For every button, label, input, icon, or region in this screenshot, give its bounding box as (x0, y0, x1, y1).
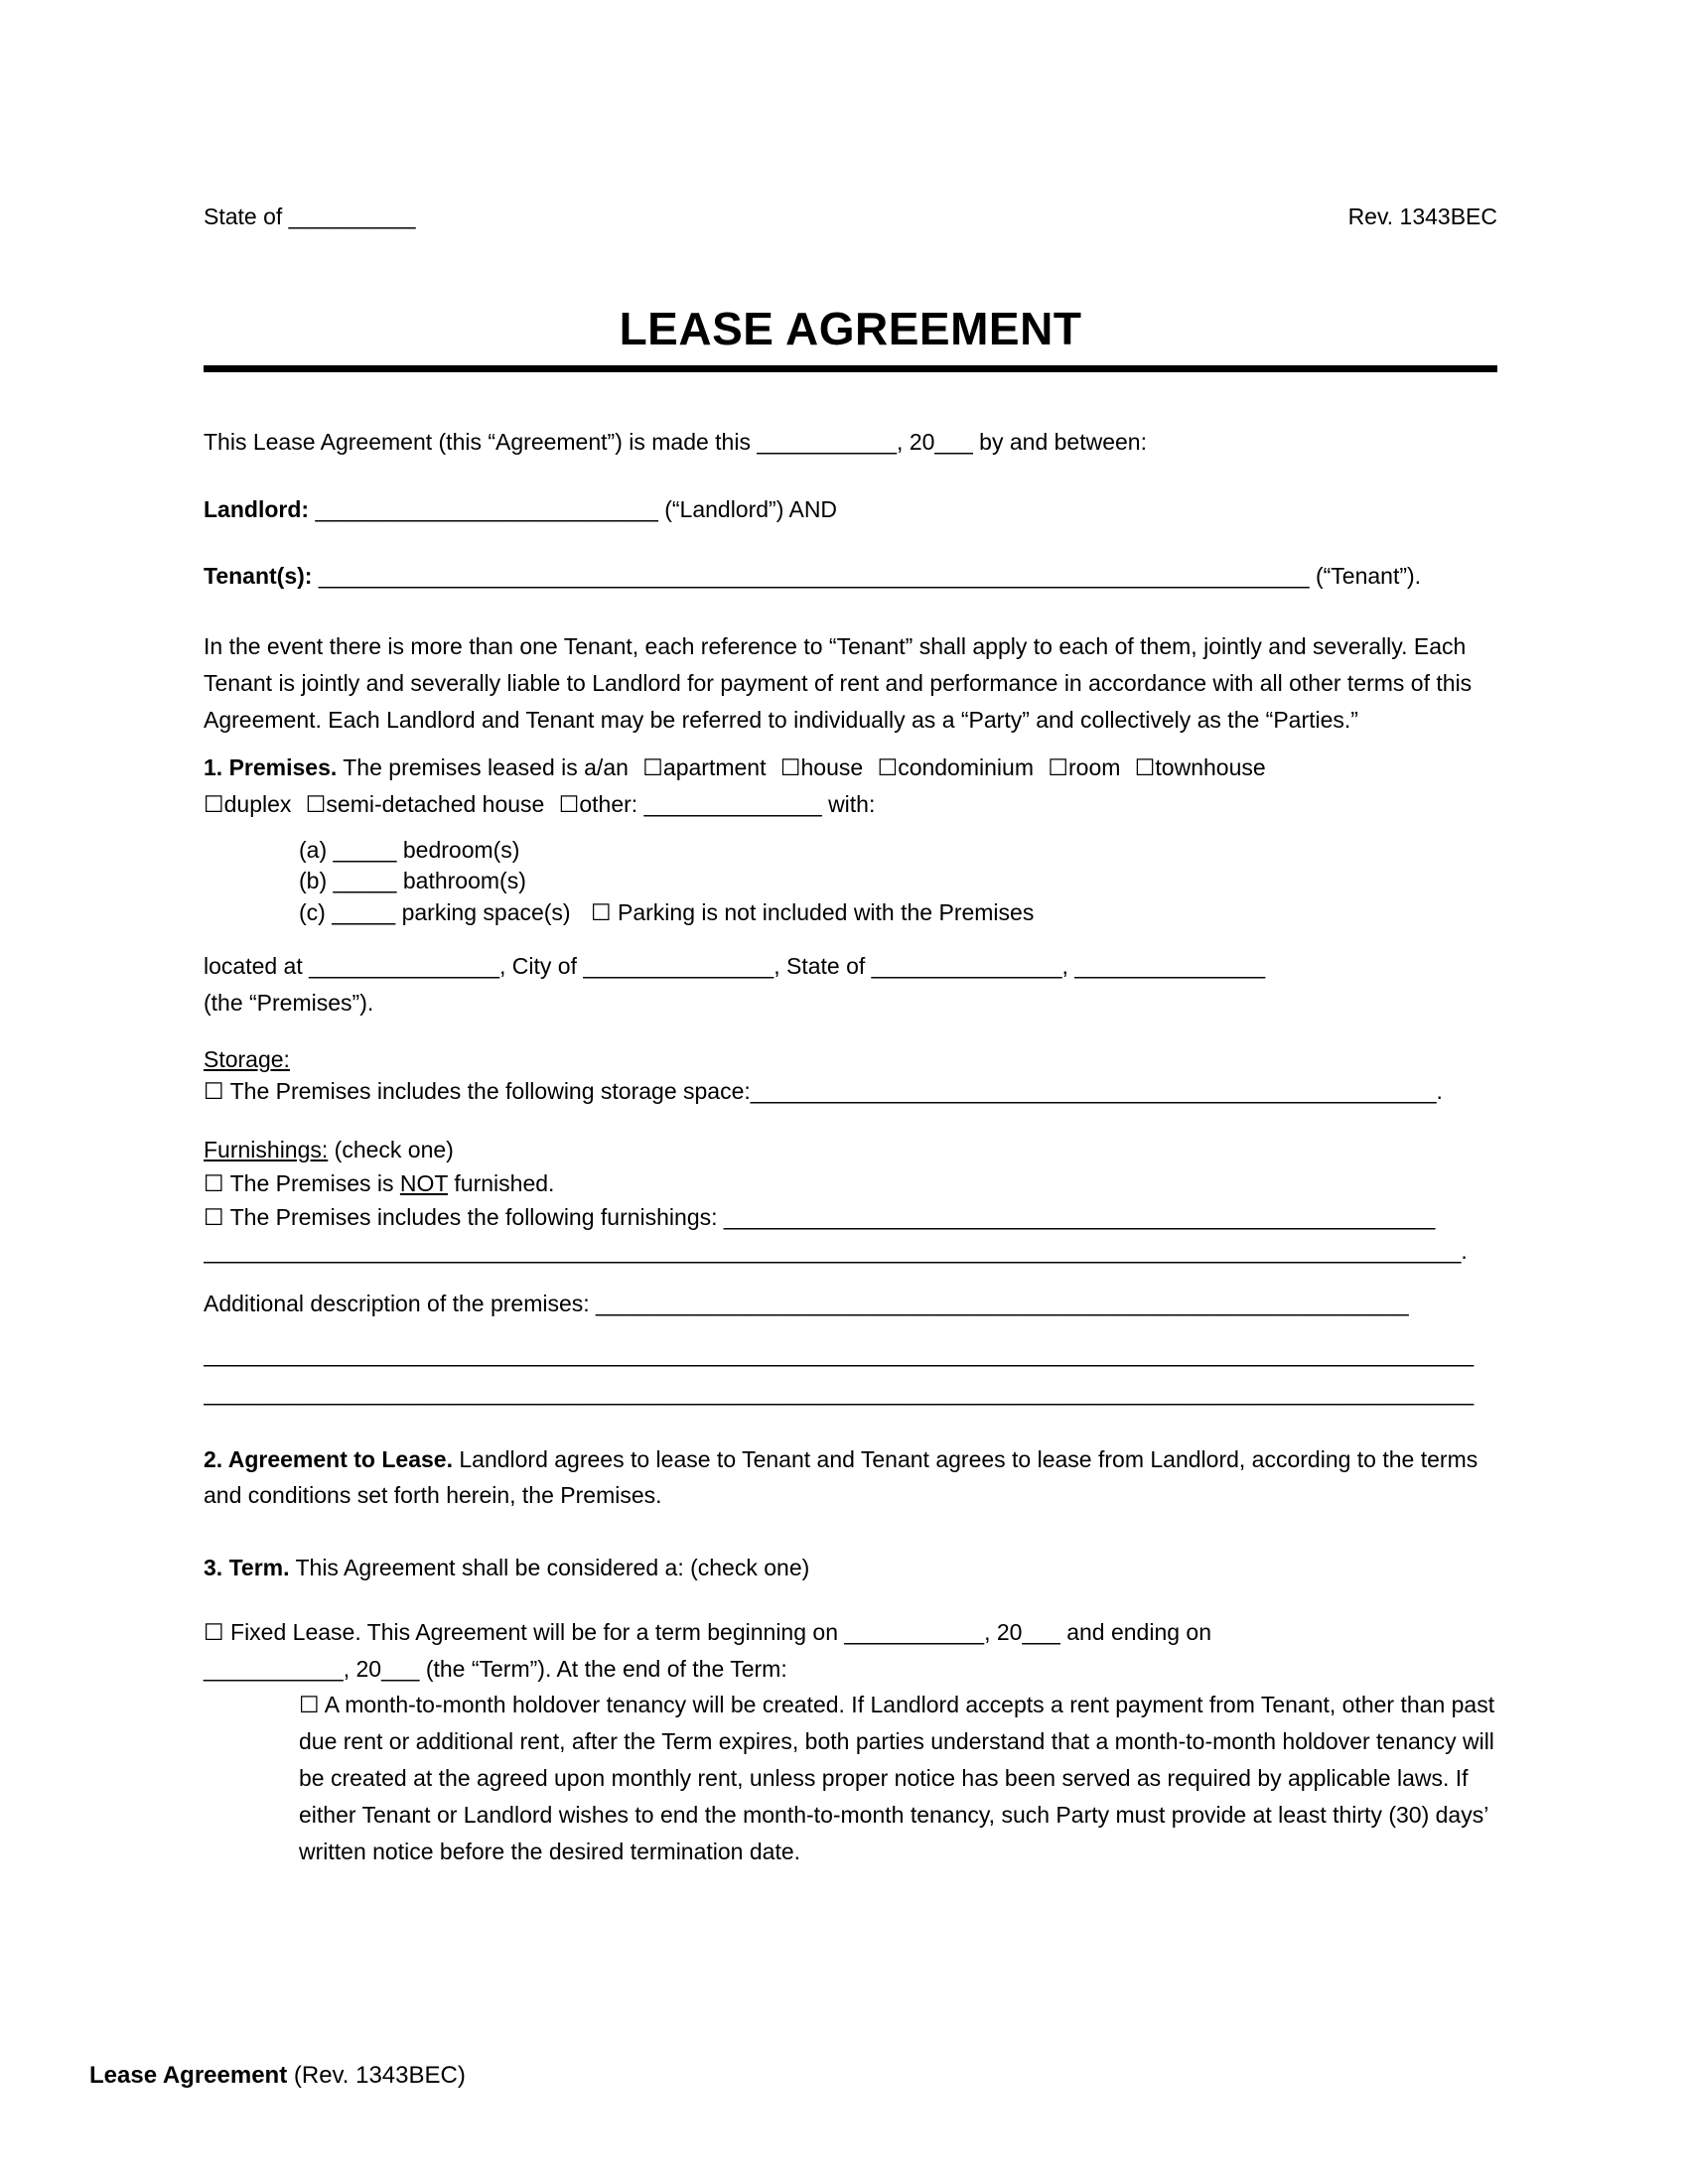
additional-label-line (204, 1286, 1497, 1322)
checkbox-holdover-tenancy[interactable]: ☐ (299, 1692, 320, 1718)
list-item-parking (299, 897, 1497, 928)
checkbox-duplex[interactable]: ☐ (204, 791, 224, 818)
intro-paragraph: This Lease Agreement (this “Agreement”) is made this ___________, 20___ by and between: (204, 428, 1147, 455)
landlord-label: Landlord: (204, 496, 310, 523)
checkbox-townhouse[interactable]: ☐ (1134, 754, 1156, 781)
option-other-label: other: (579, 791, 638, 818)
list-item-bedrooms (299, 835, 1497, 866)
option-semi-detached-house (306, 791, 545, 817)
premises-tail: with: (828, 791, 876, 818)
located-line2: (the “Premises”). (204, 989, 374, 1016)
checkbox-parking-not-included[interactable]: ☐ (591, 898, 612, 925)
item-b-label: (b) (299, 868, 328, 894)
state-of-blank[interactable]: __________ (288, 204, 416, 229)
checkbox-semi-detached-house[interactable]: ☐ (305, 791, 327, 818)
section-2-heading: 2. Agreement to Lease. (204, 1445, 453, 1472)
checkbox-storage-space[interactable]: ☐ (204, 1077, 224, 1104)
option-room (1048, 754, 1120, 780)
agreement-to-lease-paragraph (204, 1441, 1497, 1515)
item-a-blank[interactable]: _____ (333, 837, 397, 864)
premises-lead: The premises leased is a/an (343, 754, 629, 781)
storage-blank[interactable]: ______________________________________________________. (750, 1077, 1443, 1104)
not-furnished-not: NOT (399, 1170, 449, 1197)
furnishings-section (204, 1133, 1497, 1268)
revision-number: Rev. 1343BEC (1347, 204, 1497, 229)
item-a-label: (a) (299, 837, 328, 864)
option-townhouse (1135, 754, 1266, 780)
checkbox-not-furnished[interactable]: ☐ (204, 1170, 224, 1197)
option-house (780, 754, 863, 780)
option-duplex (204, 791, 291, 817)
additional-blank-line3[interactable]: ____________________________________________________________________________________________________ (204, 1379, 1475, 1406)
option-townhouse-label: townhouse (1155, 754, 1266, 781)
item-c-blank[interactable]: _____ (332, 898, 396, 925)
checkbox-other[interactable]: ☐ (558, 791, 580, 818)
section-2-text: Landlord agrees to lease to Tenant and Tenant agrees to lease from Landlord, according to the terms and conditions set forth herein, the Premises. (204, 1445, 1478, 1509)
title-divider (204, 365, 1497, 372)
option-apartment (642, 754, 766, 780)
section-3-text: This Agreement shall be considered a: (check one) (295, 1555, 810, 1581)
fixed-lease-line1: Fixed Lease. This Agreement will be for a term beginning on ___________, 20___ and ending on (230, 1618, 1212, 1645)
not-furnished-line (204, 1166, 1497, 1200)
list-item-bathrooms (299, 866, 1497, 896)
fixed-lease-paragraph (204, 1614, 1497, 1688)
tenant-line (204, 558, 1497, 595)
located-at-paragraph (204, 948, 1497, 1022)
option-condominium-label: condominium (898, 754, 1034, 781)
item-a-text: bedroom(s) (402, 837, 520, 864)
furnished-blank[interactable]: ________________________________________________________ (723, 1204, 1436, 1231)
additional-blank-line2[interactable]: ____________________________________________________________________________________________________ (204, 1340, 1475, 1367)
premises-detail-list (204, 835, 1497, 928)
storage-heading: Storage: (204, 1046, 290, 1073)
not-furnished-post: furnished. (454, 1170, 555, 1197)
section-3-heading: 3. Term. (204, 1555, 290, 1581)
storage-section (204, 1044, 1497, 1107)
option-condominium (878, 754, 1034, 780)
additional-description-section (204, 1286, 1497, 1411)
state-of-label: State of (204, 204, 283, 229)
checkbox-fixed-lease[interactable]: ☐ (204, 1618, 224, 1645)
option-duplex-label: duplex (223, 791, 292, 818)
joint-liability-paragraph: In the event there is more than one Tenant, each reference to “Tenant” shall apply to each of them, jointly and severally. Each Tenant is jointly and severally liable to Landlord for payment of rent and performance in accordance with all other terms of this Agreement. Each Landlord and Tenant may be referred to individually as a “Party” and collectively as the “Parties.” (204, 633, 1473, 733)
furnished-option-line (204, 1200, 1497, 1234)
furnished-blank-line2[interactable]: ___________________________________________________________________________________________________. (204, 1238, 1468, 1265)
page-header (204, 199, 1497, 235)
item-b-blank[interactable]: _____ (333, 868, 397, 894)
page-footer (89, 2057, 466, 2095)
option-room-label: room (1068, 754, 1121, 781)
option-apartment-label: apartment (662, 754, 767, 781)
furnishings-heading-suffix: (check one) (334, 1136, 454, 1162)
checkbox-house[interactable]: ☐ (779, 754, 801, 781)
furnishings-heading-line (204, 1133, 1497, 1166)
storage-option-line (204, 1076, 1497, 1107)
checkbox-room[interactable]: ☐ (1048, 754, 1068, 781)
furnished-option-text: The Premises includes the following furnishings: (229, 1204, 718, 1231)
term-paragraph (204, 1550, 1497, 1586)
footer-title: Lease Agreement (89, 2062, 288, 2089)
section-1-heading: 1. Premises. (204, 754, 338, 781)
checkbox-apartment[interactable]: ☐ (642, 754, 663, 781)
option-semi-detached-house-label: semi-detached house (326, 791, 545, 818)
tenant-rest: (“Tenant”). (1315, 563, 1422, 590)
landlord-line (204, 491, 1497, 528)
footer-revision: (Rev. 1343BEC) (293, 2062, 466, 2089)
item-c-text: parking space(s) (401, 898, 571, 925)
landlord-rest: (“Landlord”) AND (664, 496, 838, 523)
checkbox-furnishings-included[interactable]: ☐ (204, 1204, 224, 1231)
furnishings-heading: Furnishings: (204, 1136, 329, 1162)
tenant-label: Tenant(s): (204, 563, 313, 590)
option-house-label: house (800, 754, 864, 781)
option-other (559, 791, 822, 817)
not-furnished-pre: The Premises is (229, 1170, 394, 1197)
located-line1: located at _______________, City of _______________, State of _______________, _______________ (204, 952, 1266, 979)
page-title: LEASE AGREEMENT (619, 302, 1082, 354)
option-other-blank[interactable]: ______________ (643, 791, 822, 818)
landlord-blank[interactable]: ___________________________ (315, 496, 658, 523)
parking-not-included-label: Parking is not included with the Premises (618, 898, 1035, 925)
storage-option-text: The Premises includes the following storage space: (229, 1077, 751, 1104)
item-b-text: bathroom(s) (402, 868, 526, 894)
premises-paragraph (204, 750, 1497, 823)
holdover-text: A month-to-month holdover tenancy will be created. If Landlord accepts a rent payment from Tenant, other than past due rent or additional rent, after the Term expires, both parties understand that a month-to-month holdover tenancy will be created at the agreed upon monthly rent, unless proper notice has been served as required by applicable laws. If either Tenant or Landlord wishes to end the month-to-month tenancy, such Party must provide at least thirty (30) days’ written notice before the desired termination date. (299, 1692, 1495, 1864)
state-of-line (204, 199, 416, 235)
item-c-label: (c) (299, 898, 326, 925)
additional-blank[interactable]: ________________________________________________________________ (596, 1291, 1409, 1317)
fixed-lease-line2: ___________, 20___ (the “Term”). At the end of the Term: (204, 1655, 787, 1682)
tenant-blank[interactable]: ______________________________________________________________________________ (318, 563, 1310, 590)
checkbox-condominium[interactable]: ☐ (877, 754, 899, 781)
additional-label: Additional description of the premises: (204, 1291, 590, 1317)
holdover-tenancy-paragraph (204, 1687, 1497, 1869)
